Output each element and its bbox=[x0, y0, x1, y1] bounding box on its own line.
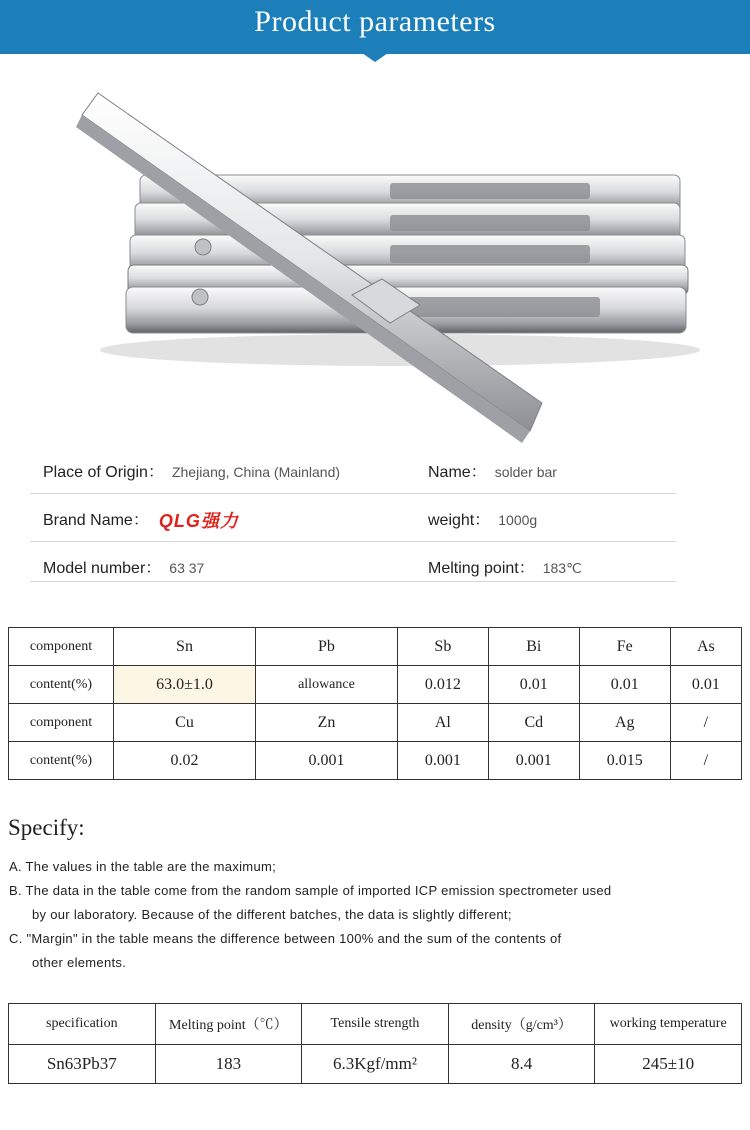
table-header-cell: density（g/cm³） bbox=[448, 1004, 595, 1045]
header-notch bbox=[362, 53, 388, 62]
table-cell: Cd bbox=[488, 704, 579, 742]
note-c-line2: other elements. bbox=[32, 955, 127, 970]
table-cell: 245±10 bbox=[595, 1045, 742, 1084]
table-cell: Al bbox=[397, 704, 488, 742]
table-cell: 0.015 bbox=[579, 742, 670, 780]
table-cell: 63.0±1.0 bbox=[114, 666, 256, 704]
name-value: solder bar bbox=[494, 464, 557, 480]
table-cell: content(%) bbox=[9, 742, 114, 780]
table-cell: component bbox=[9, 628, 114, 666]
note-b-line1: B. The data in the table come from the random sample of imported ICP emission spectrometer used bbox=[9, 883, 612, 898]
table-row bbox=[9, 1045, 742, 1084]
table-cell: Sn63Pb37 bbox=[9, 1045, 156, 1084]
table-cell: Bi bbox=[488, 628, 579, 666]
table-row bbox=[9, 742, 742, 780]
table-cell: 0.01 bbox=[488, 666, 579, 704]
melting-value: 183℃ bbox=[542, 560, 582, 576]
table-cell: Zn bbox=[256, 704, 398, 742]
table-header-cell: Melting point（℃） bbox=[155, 1004, 301, 1045]
table-cell: 0.012 bbox=[397, 666, 488, 704]
table-header-row bbox=[9, 1004, 742, 1045]
table-row bbox=[9, 666, 742, 704]
table-header-cell: specification bbox=[9, 1004, 156, 1045]
note-a: A. The values in the table are the maximum; bbox=[9, 859, 277, 874]
specify-heading: Specify: bbox=[8, 815, 85, 840]
table-cell: 0.02 bbox=[114, 742, 256, 780]
note-c-line1: C. "Margin" in the table means the difference between 100% and the sum of the contents of bbox=[9, 931, 562, 946]
weight-value: 1000g bbox=[498, 512, 538, 528]
table-cell: 0.001 bbox=[488, 742, 579, 780]
spec-row-brand bbox=[30, 493, 676, 542]
table-cell: 0.01 bbox=[670, 666, 741, 704]
table-cell: 0.01 bbox=[579, 666, 670, 704]
table-cell: Sn bbox=[114, 628, 256, 666]
model-value: 63 37 bbox=[169, 560, 205, 576]
table-cell: 0.001 bbox=[256, 742, 398, 780]
model-label: Model number： bbox=[43, 560, 162, 577]
table-cell: Fe bbox=[579, 628, 670, 666]
table-row bbox=[9, 704, 742, 742]
table-cell: / bbox=[670, 742, 741, 780]
table-cell: As bbox=[670, 628, 741, 666]
table-cell: content(%) bbox=[9, 666, 114, 704]
composition-table bbox=[8, 627, 742, 780]
melting-label: Melting point： bbox=[428, 560, 535, 577]
origin-label: Place of Origin： bbox=[43, 464, 164, 481]
table-cell: 183 bbox=[155, 1045, 301, 1084]
spec-row-origin bbox=[30, 445, 676, 494]
table-cell: 8.4 bbox=[448, 1045, 595, 1084]
note-b-line2: by our laboratory. Because of the different batches, the data is slightly different; bbox=[32, 907, 512, 922]
table-header-cell: Tensile strength bbox=[302, 1004, 449, 1045]
table-cell: allowance bbox=[256, 666, 398, 704]
weight-label: weight： bbox=[428, 512, 491, 529]
table-cell: 0.001 bbox=[397, 742, 488, 780]
table-cell: component bbox=[9, 704, 114, 742]
page-title: Product parameters bbox=[254, 5, 496, 38]
table-cell: Ag bbox=[579, 704, 670, 742]
name-label: Name： bbox=[428, 464, 487, 481]
table-cell: Cu bbox=[114, 704, 256, 742]
brand-logo: QLG强力 bbox=[158, 511, 239, 531]
table-cell: / bbox=[670, 704, 741, 742]
specification-table bbox=[8, 1003, 742, 1084]
table-header-cell: working temperature bbox=[595, 1004, 742, 1045]
header-banner bbox=[0, 0, 750, 54]
table-cell: Pb bbox=[256, 628, 398, 666]
table-cell: Sb bbox=[397, 628, 488, 666]
table-row bbox=[9, 628, 742, 666]
solder-bar-photo bbox=[60, 75, 700, 455]
origin-value: Zhejiang, China (Mainland) bbox=[171, 464, 341, 480]
table-cell: 6.3Kgf/mm² bbox=[302, 1045, 449, 1084]
spec-row-model bbox=[30, 541, 676, 582]
brand-label: Brand Name： bbox=[43, 512, 149, 529]
